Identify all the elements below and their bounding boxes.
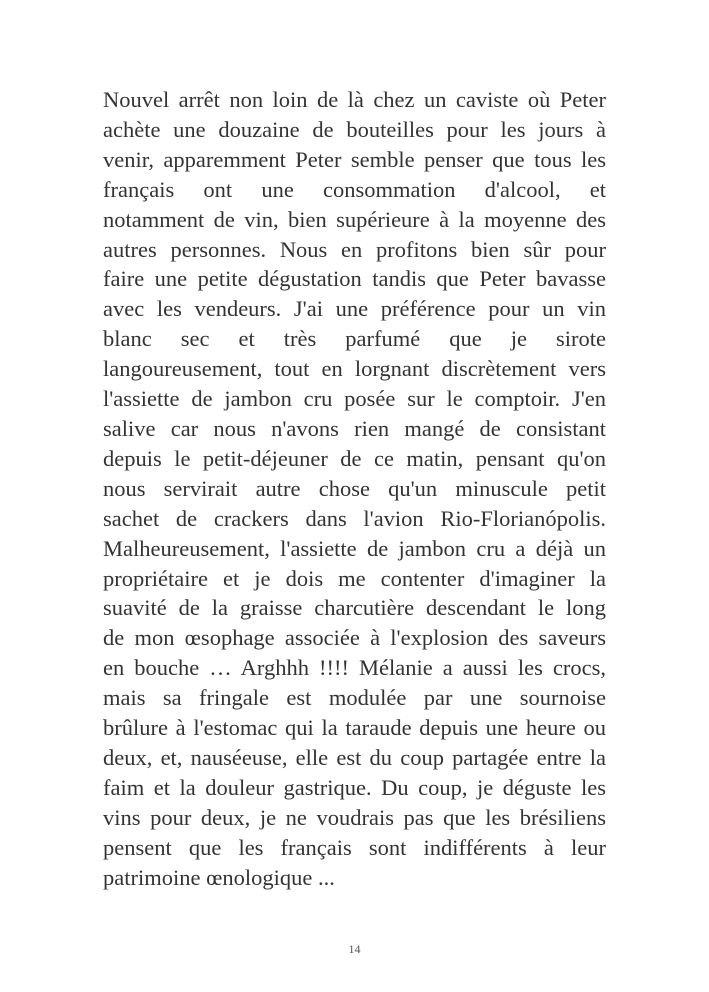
text-line: salive car nous n'avons rien mangé de consistant: [103, 415, 606, 441]
text-line: propriétaire et je dois me contenter d'imaginer la: [103, 565, 606, 591]
text-line: faire une petite dégustation tandis que Peter bavasse: [103, 266, 606, 292]
text-line: faim et la douleur gastrique. Du coup, je déguste les: [103, 774, 606, 800]
text-line: depuis le petit-déjeuner de ce matin, pensant qu'on: [103, 445, 606, 471]
body-paragraph: [103, 85, 606, 892]
text-line: pensent que les français sont indifférents à leur: [103, 834, 606, 860]
text-line: l'assiette de jambon cru posée sur le comptoir. J'en: [103, 386, 606, 412]
page-number: 14: [348, 942, 361, 956]
text-line: venir, apparemment Peter semble penser que tous les: [103, 146, 606, 172]
text-line: en bouche … Arghhh !!!! Mélanie a aussi les crocs,: [103, 655, 606, 681]
text-line: mais sa fringale est modulée par une sournoise: [103, 685, 606, 711]
text-line: Malheureusement, l'assiette de jambon cru a déjà un: [103, 535, 606, 561]
text-line: langoureusement, tout en lorgnant discrètement vers: [103, 356, 606, 382]
text-line: suavité de la graisse charcutière descendant le long: [103, 595, 606, 621]
text-line: notamment de vin, bien supérieure à la moyenne des: [103, 206, 606, 232]
text-line: avec les vendeurs. J'ai une préférence pour un vin: [103, 296, 606, 322]
text-line: achète une douzaine de bouteilles pour les jours à: [103, 116, 606, 142]
text-line: de mon œsophage associée à l'explosion des saveurs: [103, 625, 606, 651]
text-line: Nouvel arrêt non loin de là chez un caviste où Peter: [103, 87, 606, 112]
text-line: blanc sec et très parfumé que je sirote: [103, 326, 606, 352]
text-line: patrimoine œnologique ...: [103, 864, 335, 890]
text-line: nous servirait autre chose qu'un minuscule petit: [103, 475, 606, 501]
text-line: deux, et, nauséeuse, elle est du coup partagée entre la: [103, 744, 606, 770]
text-line: autres personnes. Nous en profitons bien sûr pour: [103, 236, 606, 262]
text-line: sachet de crackers dans l'avion Rio-Florianópolis.: [103, 505, 606, 531]
text-line: français ont une consommation d'alcool, et: [103, 176, 606, 202]
text-line: brûlure à l'estomac qui la taraude depuis une heure ou: [103, 715, 606, 741]
text-line: vins pour deux, je ne voudrais pas que les brésiliens: [103, 804, 606, 830]
